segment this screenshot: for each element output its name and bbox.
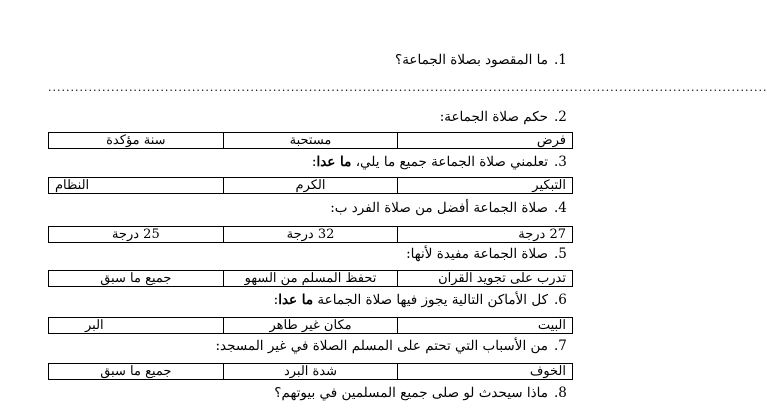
question-emphasis: ما عدا bbox=[278, 292, 314, 308]
option-b: 32 درجة bbox=[223, 227, 398, 243]
question-number: .8 bbox=[554, 385, 567, 401]
question-number: .6 bbox=[554, 292, 567, 308]
options-table-7 bbox=[48, 363, 573, 380]
options-table-5 bbox=[48, 270, 573, 287]
question-emphasis: ما عدا bbox=[316, 154, 352, 170]
question-1 bbox=[395, 52, 568, 68]
question-8 bbox=[274, 385, 568, 401]
option-a: البيت bbox=[398, 318, 573, 334]
question-number: .5 bbox=[554, 246, 567, 262]
question-text: تعلمني صلاة الجماعة جميع ما يلي، bbox=[351, 154, 548, 170]
options-table-4 bbox=[48, 226, 573, 243]
question-text: من الأسباب التي تحتم على المسلم الصلاة في غير المسجد: bbox=[215, 338, 548, 354]
option-b: مستحبة bbox=[223, 133, 398, 149]
option-a: فرض bbox=[398, 133, 573, 149]
option-c: جميع ما سبق bbox=[49, 271, 224, 287]
question-text: ماذا سيحدث لو صلى جميع المسلمين في بيوتهم؟ bbox=[274, 385, 548, 401]
question-text: كل الأماكن التالية يجوز فيها صلاة الجماعة bbox=[313, 292, 548, 308]
question-suffix: : bbox=[311, 154, 317, 170]
question-4 bbox=[330, 200, 568, 216]
option-c: 25 درجة bbox=[49, 227, 224, 243]
question-6 bbox=[274, 292, 568, 308]
question-number: .3 bbox=[554, 154, 567, 170]
answer-line: ................................................................................................................................................................ bbox=[48, 81, 767, 94]
option-b: مكان غير طاهر bbox=[223, 318, 398, 334]
question-number: .4 bbox=[554, 200, 567, 216]
option-c: جميع ما سبق bbox=[49, 364, 224, 380]
question-text: صلاة الجماعة أفضل من صلاة الفرد ب: bbox=[330, 200, 548, 216]
option-c: البر bbox=[49, 318, 224, 334]
option-c: النظام bbox=[49, 178, 224, 194]
option-a: الخوف bbox=[398, 364, 573, 380]
option-b: الكرم bbox=[223, 178, 398, 194]
question-text: ما المقصود بصلاة الجماعة؟ bbox=[395, 52, 548, 68]
question-5 bbox=[406, 246, 568, 262]
options-table-6 bbox=[48, 317, 573, 334]
question-text: حكم صلاة الجماعة: bbox=[439, 109, 548, 125]
option-a: تدرب على تجويد القرآن bbox=[398, 271, 573, 287]
question-3 bbox=[312, 154, 568, 170]
question-text: صلاة الجماعة مفيدة لأنها: bbox=[406, 246, 548, 262]
option-a: 27 درجة bbox=[398, 227, 573, 243]
question-number: .1 bbox=[554, 52, 567, 68]
question-7 bbox=[216, 338, 569, 354]
options-table-3 bbox=[48, 177, 573, 194]
option-b: شدة البرد bbox=[223, 364, 398, 380]
option-b: تحفظ المسلم من السهو bbox=[223, 271, 398, 287]
option-a: التبكير bbox=[398, 178, 573, 194]
question-number: .2 bbox=[554, 109, 567, 125]
question-number: .7 bbox=[554, 338, 567, 354]
option-c: سنة مؤكدة bbox=[49, 133, 224, 149]
options-table-2 bbox=[48, 132, 573, 149]
question-2 bbox=[440, 109, 568, 125]
question-suffix: : bbox=[273, 292, 279, 308]
